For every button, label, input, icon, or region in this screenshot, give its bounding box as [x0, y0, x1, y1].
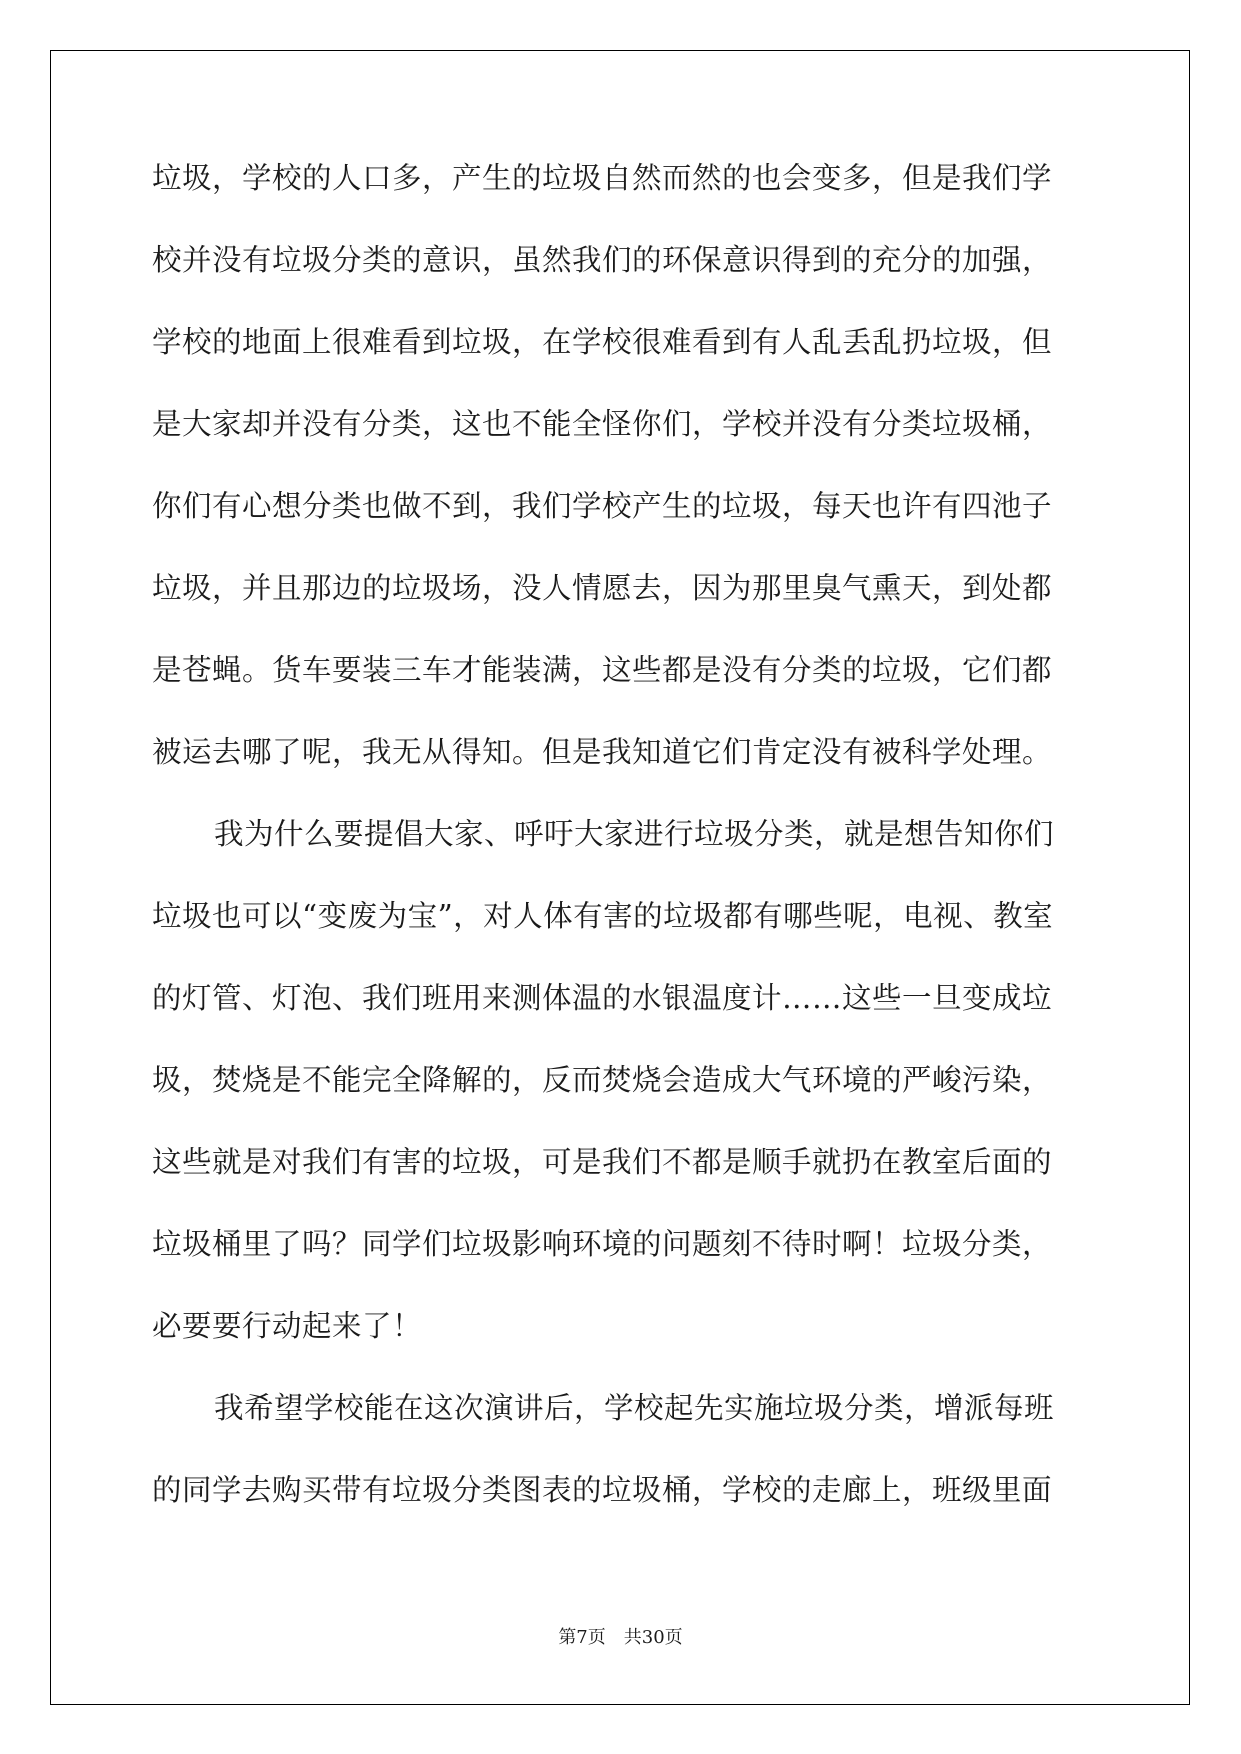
- text-line: 我为什么要提倡大家、呼吁大家进行垃圾分类，就是想告知你们: [214, 817, 1055, 851]
- text-line: 这些就是对我们有害的垃圾，可是我们不都是顺手就扔在教室后面的: [152, 1145, 1053, 1179]
- document-body: [152, 158, 1092, 1552]
- text-line: 学校的地面上很难看到垃圾，在学校很难看到有人乱丢乱扔垃圾，但: [152, 325, 1053, 359]
- page-number-total: 共30页: [623, 1627, 683, 1648]
- text-line: 的灯管、灯泡、我们班用来测体温的水银温度计……这些一旦变成垃: [152, 981, 1053, 1015]
- text-line: 是苍蝇。货车要装三车才能装满，这些都是没有分类的垃圾，它们都: [152, 653, 1053, 687]
- page-footer: [0, 1623, 1241, 1649]
- text-line: 校并没有垃圾分类的意识，虽然我们的环保意识得到的充分的加强，: [152, 243, 1053, 277]
- text-line: 被运去哪了呢，我无从得知。但是我知道它们肯定没有被科学处理。: [152, 735, 1053, 769]
- text-line: 垃圾，学校的人口多，产生的垃圾自然而然的也会变多，但是我们学: [152, 161, 1053, 195]
- page-number-current: 第7页: [558, 1627, 606, 1648]
- text-line: 垃圾，并且那边的垃圾场，没人情愿去，因为那里臭气熏天，到处都: [152, 571, 1053, 605]
- text-line: 垃圾桶里了吗？同学们垃圾影响环境的问题刻不待时啊！垃圾分类，: [152, 1227, 1053, 1261]
- text-line: 是大家却并没有分类，这也不能全怪你们，学校并没有分类垃圾桶，: [152, 407, 1053, 441]
- text-line: 的同学去购买带有垃圾分类图表的垃圾桶，学校的走廊上，班级里面: [152, 1473, 1053, 1507]
- text-line: 垃圾也可以“变废为宝”，对人体有害的垃圾都有哪些呢，电视、教室: [152, 899, 1054, 933]
- text-line: 你们有心想分类也做不到，我们学校产生的垃圾，每天也许有四池子: [152, 489, 1053, 523]
- text-line: 我希望学校能在这次演讲后，学校起先实施垃圾分类，增派每班: [214, 1391, 1055, 1425]
- text-line: 必要要行动起来了！: [152, 1309, 423, 1343]
- text-line: 圾，焚烧是不能完全降解的，反而焚烧会造成大气环境的严峻污染，: [152, 1063, 1053, 1097]
